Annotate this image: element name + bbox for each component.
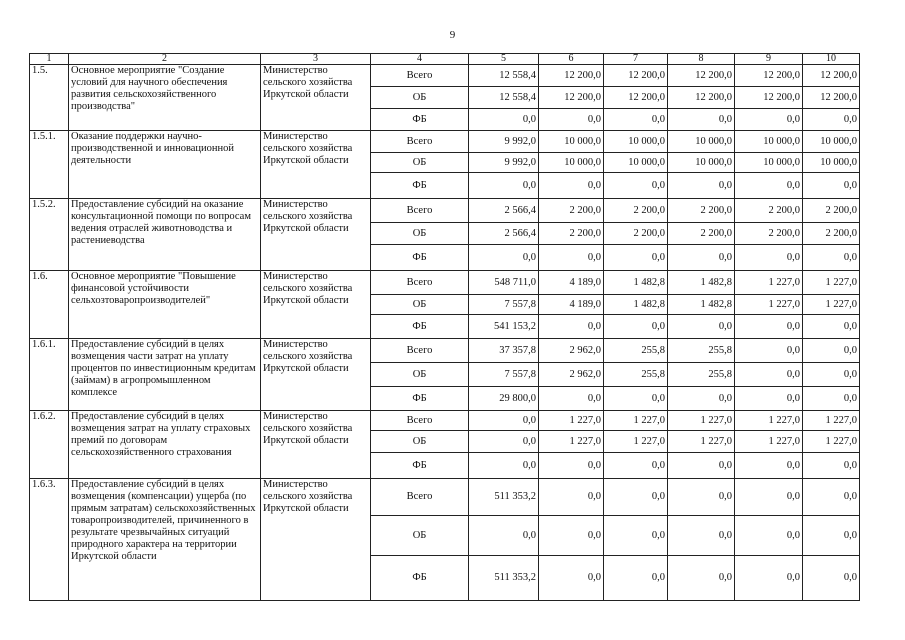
- amount-cell: 1 227,0: [539, 411, 604, 431]
- amount-cell: 541 153,2: [469, 315, 539, 339]
- amount-cell: 1 227,0: [604, 431, 668, 453]
- amount-cell: 255,8: [604, 339, 668, 363]
- amount-cell: 0,0: [803, 173, 860, 199]
- amount-cell: 0,0: [803, 315, 860, 339]
- responsible-executor: Министерство сельского хозяйства Иркутской области: [261, 271, 371, 339]
- funding-source: ФБ: [371, 387, 469, 411]
- funding-source: Всего: [371, 271, 469, 295]
- amount-cell: 2 200,0: [803, 223, 860, 245]
- amount-cell: 0,0: [539, 387, 604, 411]
- amount-cell: 0,0: [803, 363, 860, 387]
- amount-cell: 0,0: [539, 173, 604, 199]
- amount-cell: 0,0: [735, 109, 803, 131]
- funding-source: Всего: [371, 339, 469, 363]
- item-name: Основное мероприятие "Создание условий для научного обеспечения развития сельскохозяйственного производства": [69, 65, 261, 131]
- column-header: 5: [469, 54, 539, 65]
- funding-source: ФБ: [371, 315, 469, 339]
- amount-cell: 0,0: [668, 387, 735, 411]
- amount-cell: 2 566,4: [469, 199, 539, 223]
- amount-cell: 0,0: [803, 453, 860, 479]
- amount-cell: 2 200,0: [604, 223, 668, 245]
- amount-cell: 0,0: [604, 245, 668, 271]
- amount-cell: 0,0: [668, 556, 735, 601]
- amount-cell: 0,0: [735, 516, 803, 556]
- amount-cell: 0,0: [469, 516, 539, 556]
- item-name: Предоставление субсидий в целях возмещения затрат на уплату страховых премий по договорам сельскохозяйственного страхования: [69, 411, 261, 479]
- funding-source: ОБ: [371, 516, 469, 556]
- amount-cell: 7 557,8: [469, 363, 539, 387]
- amount-cell: 2 200,0: [735, 199, 803, 223]
- item-number: 1.5.: [30, 65, 69, 131]
- amount-cell: 0,0: [469, 109, 539, 131]
- table-row: [30, 339, 860, 363]
- amount-cell: 4 189,0: [539, 271, 604, 295]
- table-header-row: [30, 54, 860, 65]
- amount-cell: 2 566,4: [469, 223, 539, 245]
- column-header: 6: [539, 54, 604, 65]
- amount-cell: 1 227,0: [735, 295, 803, 315]
- item-number: 1.6.1.: [30, 339, 69, 411]
- amount-cell: 0,0: [803, 339, 860, 363]
- funding-source: Всего: [371, 411, 469, 431]
- column-header: 3: [261, 54, 371, 65]
- page-number: 9: [449, 29, 456, 41]
- column-header: 10: [803, 54, 860, 65]
- amount-cell: 2 200,0: [803, 199, 860, 223]
- amount-cell: 0,0: [604, 479, 668, 516]
- amount-cell: 511 353,2: [469, 479, 539, 516]
- amount-cell: 12 200,0: [604, 87, 668, 109]
- amount-cell: 0,0: [469, 431, 539, 453]
- funding-source: Всего: [371, 131, 469, 153]
- amount-cell: 0,0: [604, 556, 668, 601]
- responsible-executor: Министерство сельского хозяйства Иркутской области: [261, 339, 371, 411]
- amount-cell: 0,0: [539, 245, 604, 271]
- column-header: 4: [371, 54, 469, 65]
- amount-cell: 0,0: [668, 245, 735, 271]
- funding-source: Всего: [371, 65, 469, 87]
- amount-cell: 10 000,0: [735, 153, 803, 173]
- amount-cell: 255,8: [668, 339, 735, 363]
- amount-cell: 10 000,0: [735, 131, 803, 153]
- amount-cell: 0,0: [539, 556, 604, 601]
- table-row: [30, 271, 860, 295]
- amount-cell: 10 000,0: [803, 131, 860, 153]
- responsible-executor: Министерство сельского хозяйства Иркутской области: [261, 131, 371, 199]
- item-number: 1.6.3.: [30, 479, 69, 601]
- item-name: Предоставление субсидий на оказание консультационной помощи по вопросам ведения отраслей животноводства и растениеводства: [69, 199, 261, 271]
- amount-cell: 0,0: [735, 363, 803, 387]
- funding-source: ФБ: [371, 173, 469, 199]
- item-number: 1.6.: [30, 271, 69, 339]
- amount-cell: 0,0: [469, 453, 539, 479]
- amount-cell: 0,0: [803, 109, 860, 131]
- amount-cell: 0,0: [668, 173, 735, 199]
- amount-cell: 10 000,0: [604, 153, 668, 173]
- amount-cell: 12 200,0: [803, 65, 860, 87]
- column-header: 7: [604, 54, 668, 65]
- amount-cell: 1 227,0: [735, 411, 803, 431]
- funding-source: ФБ: [371, 109, 469, 131]
- amount-cell: 0,0: [469, 411, 539, 431]
- amount-cell: 0,0: [735, 339, 803, 363]
- amount-cell: 0,0: [668, 315, 735, 339]
- item-name: Предоставление субсидий в целях возмещения (компенсации) ущерба (по прямым затратам) сельскохозяйственных товаропроизводителей, причиненного в результате чрезвычайных ситуаций природного характера на территории Иркутской области: [69, 479, 261, 601]
- amount-cell: 0,0: [539, 453, 604, 479]
- amount-cell: 1 227,0: [735, 431, 803, 453]
- amount-cell: 12 200,0: [735, 65, 803, 87]
- table-row: [30, 479, 860, 516]
- amount-cell: 2 200,0: [668, 199, 735, 223]
- funding-source: Всего: [371, 479, 469, 516]
- responsible-executor: Министерство сельского хозяйства Иркутской области: [261, 199, 371, 271]
- amount-cell: 1 482,8: [604, 271, 668, 295]
- item-number: 1.5.2.: [30, 199, 69, 271]
- amount-cell: 1 227,0: [539, 431, 604, 453]
- amount-cell: 12 200,0: [735, 87, 803, 109]
- amount-cell: 1 227,0: [803, 295, 860, 315]
- amount-cell: 1 227,0: [668, 411, 735, 431]
- amount-cell: 0,0: [803, 556, 860, 601]
- amount-cell: 0,0: [604, 173, 668, 199]
- table-row: [30, 411, 860, 431]
- column-header: 9: [735, 54, 803, 65]
- amount-cell: 0,0: [604, 109, 668, 131]
- amount-cell: 2 200,0: [539, 199, 604, 223]
- item-name: Основное мероприятие "Повышение финансовой устойчивости сельхозтоваропроизводителей": [69, 271, 261, 339]
- amount-cell: 511 353,2: [469, 556, 539, 601]
- amount-cell: 37 357,8: [469, 339, 539, 363]
- column-header: 2: [69, 54, 261, 65]
- amount-cell: 1 227,0: [735, 271, 803, 295]
- amount-cell: 0,0: [803, 387, 860, 411]
- amount-cell: 4 189,0: [539, 295, 604, 315]
- amount-cell: 10 000,0: [539, 131, 604, 153]
- amount-cell: 0,0: [735, 453, 803, 479]
- amount-cell: 0,0: [539, 479, 604, 516]
- budget-table: [29, 53, 860, 601]
- amount-cell: 12 558,4: [469, 65, 539, 87]
- amount-cell: 0,0: [735, 173, 803, 199]
- item-number: 1.6.2.: [30, 411, 69, 479]
- amount-cell: 0,0: [539, 109, 604, 131]
- amount-cell: 2 200,0: [539, 223, 604, 245]
- item-number: 1.5.1.: [30, 131, 69, 199]
- amount-cell: 10 000,0: [539, 153, 604, 173]
- table-row: [30, 131, 860, 153]
- amount-cell: 255,8: [668, 363, 735, 387]
- amount-cell: 0,0: [735, 479, 803, 516]
- amount-cell: 255,8: [604, 363, 668, 387]
- amount-cell: 0,0: [469, 173, 539, 199]
- responsible-executor: Министерство сельского хозяйства Иркутской области: [261, 65, 371, 131]
- amount-cell: 1 227,0: [803, 431, 860, 453]
- amount-cell: 0,0: [735, 245, 803, 271]
- amount-cell: 0,0: [668, 109, 735, 131]
- funding-source: Всего: [371, 199, 469, 223]
- amount-cell: 10 000,0: [803, 153, 860, 173]
- funding-source: ОБ: [371, 363, 469, 387]
- amount-cell: 1 482,8: [604, 295, 668, 315]
- amount-cell: 10 000,0: [668, 153, 735, 173]
- amount-cell: 0,0: [539, 516, 604, 556]
- amount-cell: 1 482,8: [668, 271, 735, 295]
- funding-source: ФБ: [371, 556, 469, 601]
- amount-cell: 1 227,0: [803, 411, 860, 431]
- amount-cell: 0,0: [469, 245, 539, 271]
- amount-cell: 12 200,0: [539, 87, 604, 109]
- table-row: [30, 65, 860, 87]
- responsible-executor: Министерство сельского хозяйства Иркутской области: [261, 479, 371, 601]
- amount-cell: 0,0: [604, 387, 668, 411]
- amount-cell: 12 200,0: [668, 65, 735, 87]
- amount-cell: 29 800,0: [469, 387, 539, 411]
- amount-cell: 12 200,0: [539, 65, 604, 87]
- amount-cell: 2 962,0: [539, 363, 604, 387]
- amount-cell: 0,0: [735, 387, 803, 411]
- amount-cell: 10 000,0: [604, 131, 668, 153]
- funding-source: ОБ: [371, 153, 469, 173]
- amount-cell: 12 558,4: [469, 87, 539, 109]
- amount-cell: 10 000,0: [668, 131, 735, 153]
- amount-cell: 1 227,0: [668, 431, 735, 453]
- amount-cell: 0,0: [735, 315, 803, 339]
- funding-source: ОБ: [371, 223, 469, 245]
- amount-cell: 0,0: [604, 315, 668, 339]
- responsible-executor: Министерство сельского хозяйства Иркутской области: [261, 411, 371, 479]
- funding-source: ФБ: [371, 245, 469, 271]
- amount-cell: 7 557,8: [469, 295, 539, 315]
- amount-cell: 1 482,8: [668, 295, 735, 315]
- amount-cell: 12 200,0: [803, 87, 860, 109]
- amount-cell: 2 200,0: [604, 199, 668, 223]
- funding-source: ОБ: [371, 295, 469, 315]
- amount-cell: 0,0: [668, 516, 735, 556]
- amount-cell: 0,0: [604, 516, 668, 556]
- funding-source: ОБ: [371, 87, 469, 109]
- amount-cell: 2 200,0: [668, 223, 735, 245]
- amount-cell: 12 200,0: [668, 87, 735, 109]
- amount-cell: 0,0: [539, 315, 604, 339]
- amount-cell: 0,0: [668, 479, 735, 516]
- item-name: Предоставление субсидий в целях возмещения части затрат на уплату процентов по инвестиционным кредитам (займам) в агропромышленном комплексе: [69, 339, 261, 411]
- column-header: 8: [668, 54, 735, 65]
- funding-source: ФБ: [371, 453, 469, 479]
- table-row: [30, 199, 860, 223]
- column-header: 1: [30, 54, 69, 65]
- amount-cell: 0,0: [803, 245, 860, 271]
- amount-cell: 9 992,0: [469, 153, 539, 173]
- amount-cell: 0,0: [604, 453, 668, 479]
- amount-cell: 0,0: [803, 479, 860, 516]
- amount-cell: 2 962,0: [539, 339, 604, 363]
- amount-cell: 0,0: [803, 516, 860, 556]
- amount-cell: 1 227,0: [604, 411, 668, 431]
- amount-cell: 0,0: [735, 556, 803, 601]
- amount-cell: 9 992,0: [469, 131, 539, 153]
- funding-source: ОБ: [371, 431, 469, 453]
- item-name: Оказание поддержки научно-производственной и инновационной деятельности: [69, 131, 261, 199]
- amount-cell: 12 200,0: [604, 65, 668, 87]
- amount-cell: 0,0: [668, 453, 735, 479]
- amount-cell: 548 711,0: [469, 271, 539, 295]
- amount-cell: 2 200,0: [735, 223, 803, 245]
- amount-cell: 1 227,0: [803, 271, 860, 295]
